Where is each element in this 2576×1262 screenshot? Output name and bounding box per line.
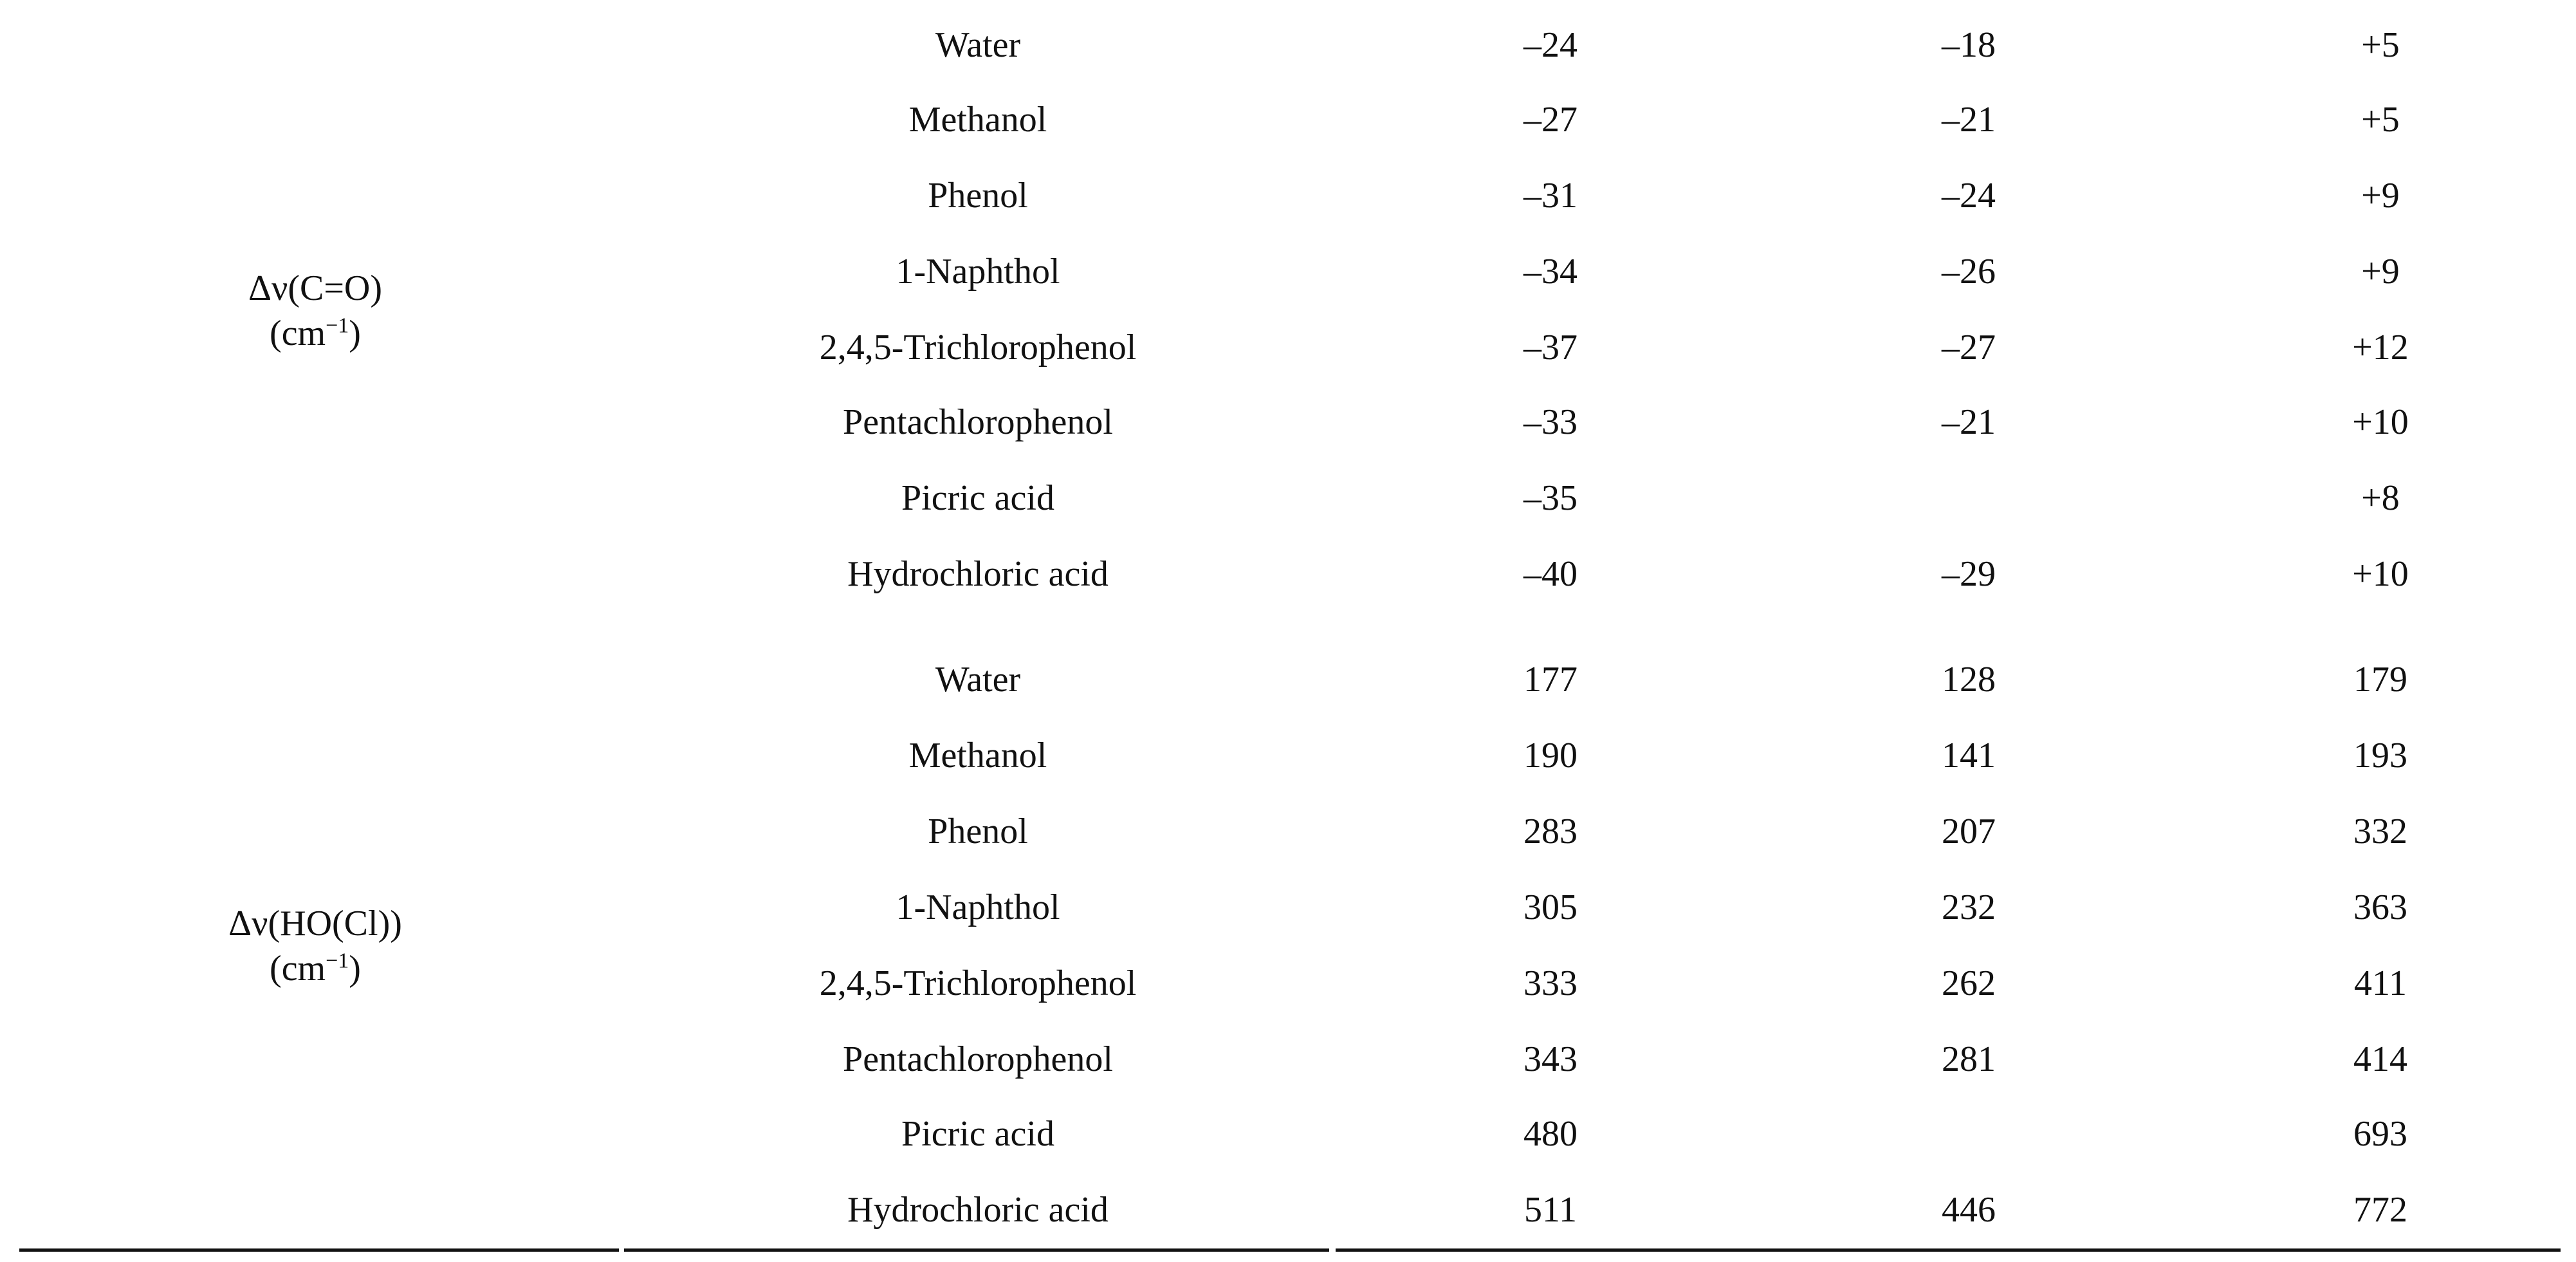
value-cell-b: 232 — [1942, 887, 1996, 927]
value-cell-b: –27 — [1942, 328, 1996, 367]
value-cell-c: 693 — [2353, 1114, 2407, 1154]
group-label-co — [154, 266, 476, 356]
value-cell-c: 179 — [2353, 660, 2407, 700]
value-cell-a: 305 — [1523, 887, 1578, 927]
value-cell-b: 446 — [1942, 1190, 1996, 1230]
value-cell-a: –27 — [1523, 100, 1578, 140]
value-cell-c: +5 — [2361, 100, 2400, 140]
value-cell-c: +5 — [2361, 25, 2400, 65]
solvent-cell: Hydrochloric acid — [847, 1190, 1109, 1230]
group-label-main: Δν(HO(Cl)) — [228, 904, 402, 943]
solvent-cell: Phenol — [928, 176, 1028, 216]
solvent-cell: Methanol — [908, 100, 1047, 140]
solvent-cell: 2,4,5-Trichlorophenol — [819, 328, 1137, 367]
value-cell-c: 363 — [2353, 887, 2407, 927]
table-bottom-rule — [1336, 1248, 2561, 1252]
value-cell-c: +10 — [2352, 554, 2409, 594]
group-label-unit: $(cm^{-1})$ — [270, 949, 361, 988]
value-cell-a: –24 — [1523, 25, 1578, 65]
value-cell-b: –18 — [1942, 25, 1996, 65]
value-cell-c: 414 — [2353, 1039, 2407, 1079]
solvent-cell: Picric acid — [901, 478, 1054, 518]
solvent-cell: Picric acid — [901, 1114, 1054, 1154]
solvent-cell: Methanol — [908, 736, 1047, 775]
group-label-unit: $(cm^{-1})$ — [270, 313, 361, 353]
value-cell-a: –35 — [1523, 478, 1578, 518]
value-cell-a: 511 — [1524, 1190, 1577, 1230]
value-cell-c: 411 — [2354, 963, 2407, 1003]
value-cell-c: +8 — [2361, 478, 2400, 518]
value-cell-c: 193 — [2353, 736, 2407, 775]
value-cell-c: 332 — [2353, 812, 2407, 851]
group-label-main: Δν(C=O) — [248, 268, 382, 308]
value-cell-a: 177 — [1523, 660, 1578, 700]
solvent-cell: Pentachlorophenol — [843, 1039, 1113, 1079]
value-cell-b: –24 — [1942, 176, 1996, 216]
solvent-cell: 1-Naphthol — [896, 252, 1060, 292]
value-cell-b: 128 — [1942, 660, 1996, 700]
value-cell-b: –21 — [1942, 100, 1996, 140]
value-cell-b: –21 — [1942, 402, 1996, 442]
solvent-cell: 2,4,5-Trichlorophenol — [819, 963, 1137, 1003]
value-cell-c: +10 — [2352, 402, 2409, 442]
value-cell-c: +9 — [2361, 176, 2400, 216]
table-bottom-rule — [19, 1248, 619, 1252]
value-cell-c: +12 — [2352, 328, 2409, 367]
solvent-cell: Pentachlorophenol — [843, 402, 1113, 442]
value-cell-a: 190 — [1523, 736, 1578, 775]
value-cell-b: –29 — [1942, 554, 1996, 594]
value-cell-b: 207 — [1942, 812, 1996, 851]
value-cell-a: –31 — [1523, 176, 1578, 216]
solvent-cell: Phenol — [928, 812, 1028, 851]
value-cell-a: 283 — [1523, 812, 1578, 851]
value-cell-a: 333 — [1523, 963, 1578, 1003]
group-label-hocl — [154, 901, 476, 991]
value-cell-a: 343 — [1523, 1039, 1578, 1079]
solvent-cell: 1-Naphthol — [896, 887, 1060, 927]
value-cell-a: –40 — [1523, 554, 1578, 594]
value-cell-b: 141 — [1942, 736, 1996, 775]
value-cell-c: +9 — [2361, 252, 2400, 292]
value-cell-b: –26 — [1942, 252, 1996, 292]
value-cell-a: –37 — [1523, 328, 1578, 367]
value-cell-a: 480 — [1523, 1114, 1578, 1154]
table-bottom-rule — [624, 1248, 1329, 1252]
solvent-cell: Hydrochloric acid — [847, 554, 1109, 594]
value-cell-c: 772 — [2353, 1190, 2407, 1230]
value-cell-a: –33 — [1523, 402, 1578, 442]
solvent-cell: Water — [935, 25, 1021, 65]
value-cell-a: –34 — [1523, 252, 1578, 292]
solvent-cell: Water — [935, 660, 1021, 700]
value-cell-b: 281 — [1942, 1039, 1996, 1079]
value-cell-b: 262 — [1942, 963, 1996, 1003]
